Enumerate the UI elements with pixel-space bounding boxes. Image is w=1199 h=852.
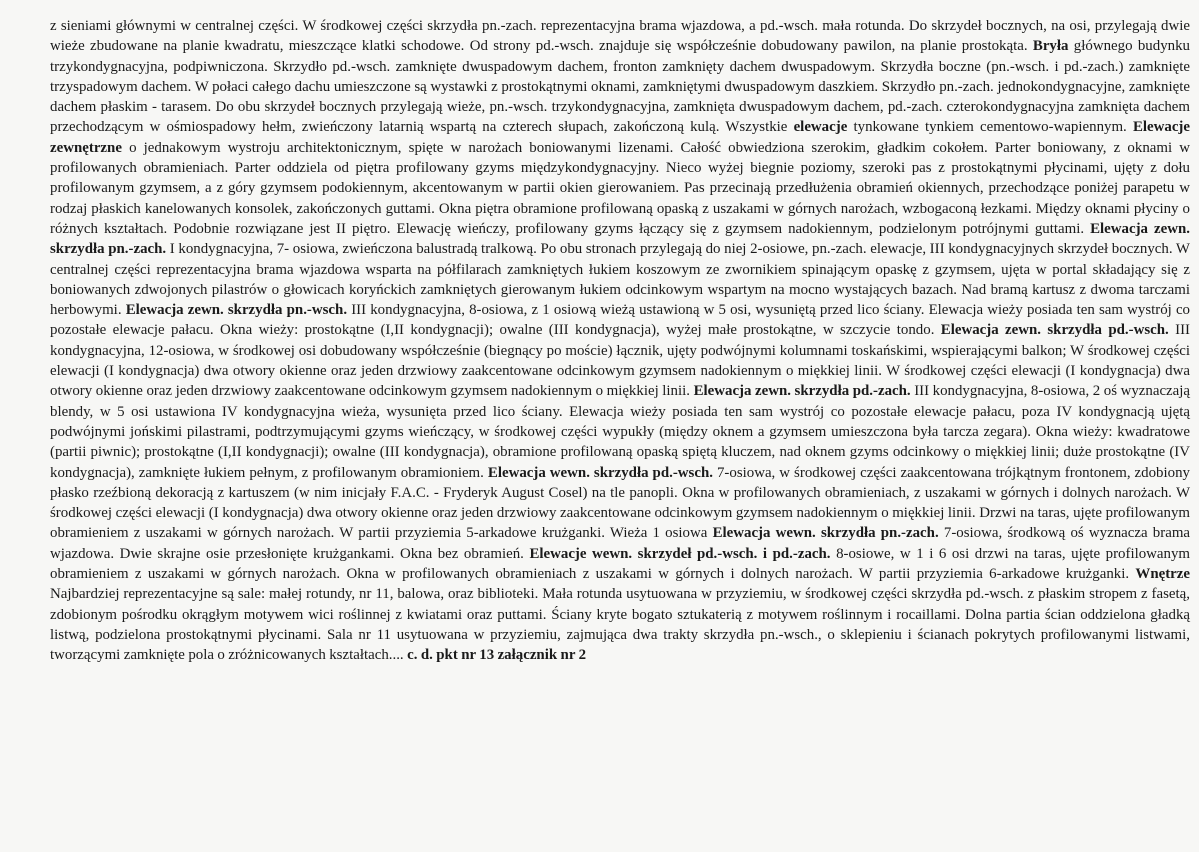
text-segment: III kondygnacyjna, 8-osiowa, 2 oś wyznaczają blendy, w 5 osi ustawiona IV kondygnacyjna wieża, wysunięta przed lico ściany. Elewacja wieży posiada ten sam wystrój co pozostałe elewacje pałacu, poza IV kondygnacją ujętą podwójnymi jońskimi pilastrami, podtrzymującymi gzyms wieńczący, w środkowej części wypukły (między oknem a gzymsem umieszczona była tarcza zegara). Okna wieży: kwadratowe (partii piwnic); prostokątne (I,II kondygnacji); owalne (III kondygnacja), obramione profilowaną opaską spiętą kluczem, nad oknem gzyms odcinkowy o miękkiej linii; duże prostokątne (IV kondygnacja), zamknięte łukiem pełnym, z profilowanym obramioniem. [50,383,1191,481]
text-segment: 7-osiowa, środkową oś wyznacza brama wjazdowa. Dwie skrajne osie przesłonięte krużgankami. Okna bez obramień. [50,525,1191,562]
text-segment: głównego budynku trzykondygnacyjna, podpiwniczona. Skrzydło pd.-wsch. zamknięte dwuspadowym dachem, fronton zamknięty dachem dwuspadowym. Skrzydła boczne (pn.-wsch. i pd.-zach.) zamknięte trzyspadowym dachem. W połaci całego dachu umieszczone są wystawki z prostokątnymi oknami, zamkniętymi dwuspadowym daszkiem. Skrzydło pn.-zach. jednokondygnacyjne, zamknięte dachem płaskim - tarasem. Do obu skrzydeł bocznych przylegają wieże, pn.-wsch. trzykondygnacyjna, zamknięta dwuspadowym dachem, pd.-zach. czterokondygnacyjna zamknięta dachem przechodzącym w ośmiospadowy hełm, zwieńczony latarnią wspartą na czterech słupach, zakończoną kulą. Wszystkie [50,38,1190,136]
bold-heading-segment: Elewacje wewn. skrzydeł pd.-wsch. i pd.-zach. [529,545,831,562]
bold-heading-segment: Elewacje zewnętrzne [50,119,1190,156]
bold-heading-segment: c. d. pkt nr 13 załącznik nr 2 [407,647,587,664]
text-segment: tynkowane tynkiem cementowo-wapiennym. [847,119,1133,136]
text-segment: III kondygnacyjna, 8-osiowa, z 1 osiową wieżą ustawioną w 5 osi, wysuniętą przed lico ściany. Elewacja wieży posiada ten sam wystrój co pozostałe elewacje pałacu. Okna wieży: prostokątne (I,II kondygnacji); owalne (III kondygnacja), wyżej małe prostokątne, w szczycie tondo. [50,302,1191,339]
bold-heading-segment: elewacje [793,119,848,136]
bold-heading-segment: Elewacja zewn. skrzydła pn.-zach. [50,220,1190,258]
text-segment: 8-osiowe, w 1 i 6 osi drzwi na taras, ujęte profilowanym obramieniem z uszakami w górnych narożach. Okna w profilowanych obramieniach z uszakami w górnych i dolnych narożach. W partii przyziemia 6-arkadowe krużganki. [50,545,1191,583]
text-segment: 7-osiowa, w środkowej części zaakcentowana trójkątnym frontonem, zdobiony płasko rzeźbioną dekoracją z kartuszem (w nim inicjały F.A.C. - Fryderyk August Cosel) na tle panopli. Okna w profilowanych obramieniach, z uszakami w górnych i dolnych narożach. W środkowej części elewacji (I kondygnacja) dwa otwory okienne oraz jeden drzwiowy zaakcentowane odcinkowym gzymsem nadokiennym o miękkiej linii. Drzwi na taras, ujęte profilowanym obramieniem z uszakami w górnych narożach. W partii przyziemia 5-arkadowe krużganki. Wieża 1 osiowa [50,464,1190,542]
bold-heading-segment: Elewacja wewn. skrzydła pn.-zach. [712,525,939,542]
text-segment: I kondygnacyjna, 7- osiowa, zwieńczona balustradą tralkową. Po obu stronach przylegają do niej 2-osiowe, pn.-zach. elewacje, III kondygnacyjnych skrzydeł bocznych. W centralnej części reprezentacyjna brama wjazdowa wsparta na półfilarach zamkniętych łukiem koszowym ze zwornikiem spinającym opaskę z gzymsem, ujęta w portal składający się z boniowanych zdwojonych pilastrów o głowicach koryńckich zamkniętych gierowanym łukiem odcinkowym wspartym na mocno wystających bazach. Nad bramą kartusz z dwoma tarczami herbowymi. [50,241,1190,319]
bold-heading-segment: Bryła [1032,38,1069,55]
text-segment: o jednakowym wystroju architektonicznym, spięte w narożach boniowanymi lizenami. Całość obwiedziona szerokim, gładkim cokołem. Parter boniowany, z oknami w profilowanych obramieniach. Parter oddziela od piętra profilowany gzyms międzykondygnacyjny. Nieco wyżej biegnie poziomy, szeroki pas z prostokątnymi płycinami, ujęty z dołu profilowanym gzymsem, a z góry gzymsem podokiennym, akcentowanym w partii okien gierowaniem. Pas przecinają przedłużenia obramień okiennych, przechodzące poniżej parapetu w rodzaj płaskich kanelowanych konsolek, zakończonych guttami. Okna piętra obramione profilowaną opaską z uszakami w górnych narożach, wzbogaconą łezkami. Między oknami płyciny o różnych kształtach. Podobnie rozwiązane jest II piętro. Elewację wieńczy, profilowany gzyms łączący się z gzymsem nadokiennym, podzielonym potrójnymi guttami. [50,139,1190,237]
text-segment: z sieniami głównymi w centralnej części. W środkowej części skrzydła pn.-zach. reprezentacyjna brama wjazdowa, a pd.-wsch. mała rotunda. Do skrzydeł bocznych, na osi, przylegają dwie wieże zbudowane na planie kwadratu, mieszczące klatki schodowe. Od strony pd.-wsch. znajduje się współcześnie dobudowany pawilon, na planie prostokąta. [50,18,1190,55]
bold-heading-segment: Elewacja zewn. skrzydła pd.-zach. [693,383,911,400]
text-segment: Najbardziej reprezentacyjne są sale: małej rotundy, nr 11, balowa, oraz biblioteki. Mała rotunda usytuowana w przyziemiu, w środkowej części skrzydła pd.-wsch. z płaskim stropem z fasetą, zdobionym pośrodku okrągłym motywem wici roślinnej z kwiatami oraz puttami. Ściany kryte bogato sztukaterią z motywem roślinnym i rocaillami. Dolna partia ścian oddzielona gładką listwą, podzielona prostokątnymi płycinami. Sala nr 11 usytuowana w przyziemiu, zajmująca dwa trakty skrzydła pn.-wsch., o sklepieniu i ścianach pokrytych profilowanymi listwami, tworzącymi zamknięte pola o zróżnicowanych kształtach.... [50,586,1190,664]
bold-heading-segment: Elewacja zewn. skrzydła pn.-wsch. [125,302,348,319]
body-text [50,16,1190,666]
bold-heading-segment: Elewacja zewn. skrzydła pd.-wsch. [940,322,1169,339]
bold-heading-segment: Wnętrze [1135,566,1190,583]
text-segment: III kondygnacyjna, 12-osiowa, w środkowej osi dobudowany współcześnie (biegnący po moście) łącznik, ujęty podwójnymi kolumnami toskańskimi, wspierającymi balkon; W środkowej części elewacji (I kondygnacja) dwa otwory okienne oraz jeden drzwiowy zaakcentowane odcinkowym gzymsem nadokiennym o miękkiej linii. W środkowej części elewacji (I kondygnacja) dwa otwory okienne oraz jeden drzwiowy zaakcentowane odcinkowym gzymsem nadokiennym o miękkiej linii. [50,322,1190,400]
bold-heading-segment: Elewacja wewn. skrzydła pd.-wsch. [487,464,713,481]
